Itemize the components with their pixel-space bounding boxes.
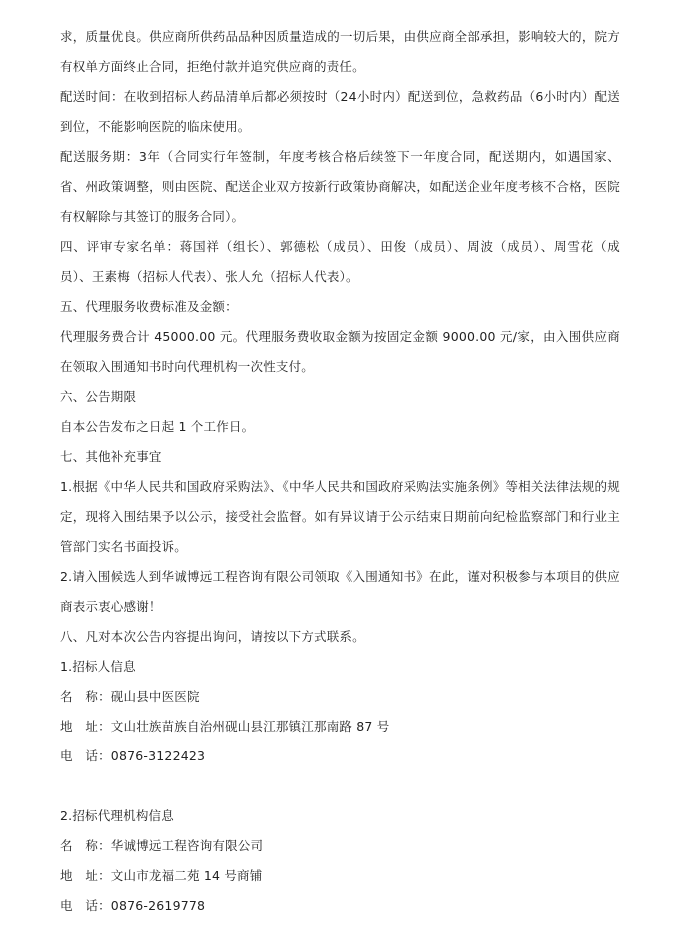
notice-period-paragraph: 自本公告发布之日起 1 个工作日。 <box>60 419 255 434</box>
tenderer-address: 地 址：文山壮族苗族自治州砚山县江那镇江那南路 87 号 <box>60 719 390 734</box>
expert-list-paragraph: 四、评审专家名单：蒋国祥（组长）、郭德松（成员）、田俊（成员）、周波（成员）、周雪花（成员）、王素梅（招标人代表）、张人允（招标人代表）。 <box>60 239 620 284</box>
section-eight-heading: 八、凡对本次公告内容提出询问，请按以下方式联系。 <box>60 629 365 644</box>
agency-address: 地 址：文山市龙福二苑 14 号商铺 <box>60 868 263 883</box>
section-six-heading: 六、公告期限 <box>60 389 137 404</box>
agency-phone: 电 话：0876-2619778 <box>60 898 206 913</box>
tenderer-phone: 电 话：0876-3122423 <box>60 748 206 763</box>
notification-paragraph: 2.请入围候选人到华诚博远工程咨询有限公司领取《入围通知书》在此，谨对积极参与本项目的供应商表示衷心感谢！ <box>60 569 620 614</box>
agency-name: 名 称：华诚博远工程咨询有限公司 <box>60 838 264 853</box>
tenderer-name: 名 称：砚山县中医医院 <box>60 689 200 704</box>
tenderer-info-heading: 1.招标人信息 <box>60 659 136 674</box>
agency-fee-paragraph: 代理服务费合计 45000.00 元。代理服务费收取金额为按固定金额 9000.00 元/家，由入围供应商在领取入围通知书时向代理机构一次性支付。 <box>60 329 620 374</box>
section-seven-heading: 七、其他补充事宜 <box>60 449 162 464</box>
service-period-paragraph: 配送服务期：3年（合同实行年签制，年度考核合格后续签下一年度合同，配送期内，如遇国家、省、州政策调整，则由医院、配送企业双方按新行政策协商解决，如配送企业年度考核不合格，医院有权解除与其签订的服务合同）。 <box>60 149 620 224</box>
quality-paragraph: 求，质量优良。供应商所供药品品种因质量造成的一切后果，由供应商全部承担，影响较大的，院方有权单方面终止合同，拒绝付款并追究供应商的责任。 <box>60 29 620 74</box>
section-five-heading: 五、代理服务收费标准及金额： <box>60 299 238 314</box>
agency-info-heading: 2.招标代理机构信息 <box>60 808 174 823</box>
legal-basis-paragraph: 1.根据《中华人民共和国政府采购法》、《中华人民共和国政府采购法实施条例》等相关法律法规的规定，现将入围结果予以公示，接受社会监督。如有异议请于公示结束日期前向纪检监察部门和行业主管部门实名书面投诉。 <box>60 479 620 554</box>
delivery-time-paragraph: 配送时间：在收到招标人药品清单后都必须按时（24小时内）配送到位，急救药品（6小时内）配送到位，不能影响医院的临床使用。 <box>60 89 620 134</box>
